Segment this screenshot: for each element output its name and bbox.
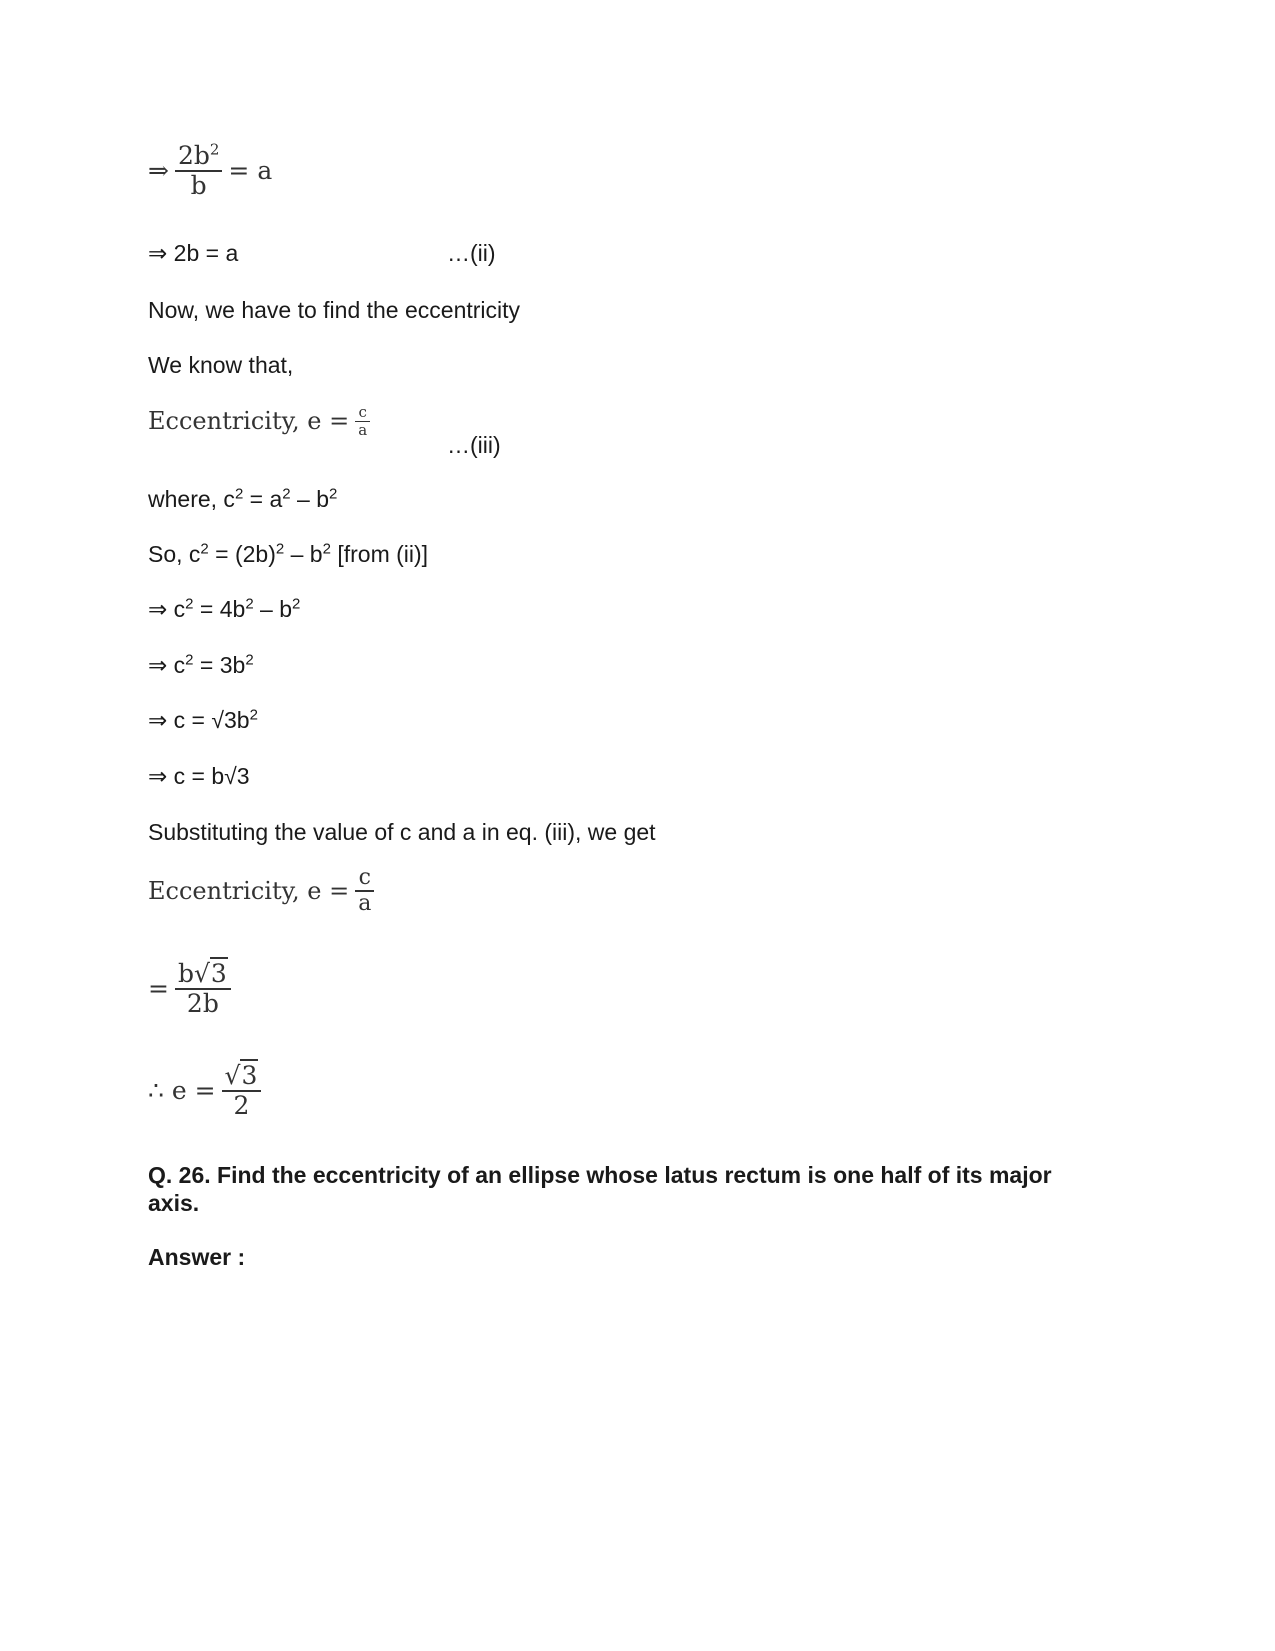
equation-c-sqrt-3b2: ⇒ $c = √3b^2$ bbox=[148, 706, 258, 733]
answer-label: Answer : bbox=[148, 1244, 246, 1270]
fraction bbox=[222, 1062, 262, 1119]
equation-c-squared-def: where, $c^2 = a^2 - b^2$ bbox=[148, 485, 338, 512]
sqrt-symbol: √3 bbox=[193, 959, 227, 988]
question-26: Q. 26. Find the eccentricity of an ellipse whose latus rectum is one half of its major axis. bbox=[148, 1162, 1052, 1216]
numerator bbox=[222, 1062, 262, 1090]
equation-c2-4b2-minus-b2: ⇒ $c^2 = 4b^2 - b^2$ bbox=[148, 595, 301, 622]
equation-c2-3b2: ⇒ $c^2 = 3b^2$ bbox=[148, 651, 254, 678]
text-substituting: Substituting the value of c and a in eq. (iii), we get bbox=[148, 819, 656, 845]
rhs: = a bbox=[228, 156, 273, 185]
numerator: $2b^2$ bbox=[177, 140, 220, 170]
denominator: a bbox=[358, 891, 372, 917]
numerator: c bbox=[358, 865, 371, 890]
implies-symbol: ⇒ bbox=[148, 156, 169, 185]
denominator: 2b bbox=[186, 988, 219, 1018]
equation-ref-ii: …(ii) bbox=[447, 240, 496, 266]
denominator: 2 bbox=[233, 1090, 250, 1120]
text-we-know-that: We know that, bbox=[148, 352, 294, 378]
equation-eccentricity-definition bbox=[148, 404, 376, 438]
sqrt-symbol: √3 bbox=[224, 1061, 258, 1090]
denominator: b bbox=[190, 170, 207, 200]
numerator: c bbox=[358, 403, 367, 421]
equation-ref-iii: …(iii) bbox=[447, 432, 501, 458]
equation-2b2-over-b bbox=[148, 142, 272, 199]
denominator: a bbox=[358, 420, 368, 439]
equation-eccentricity-substitute bbox=[148, 866, 380, 916]
equation-substitute-ii: So, $c^2 = (2b)^2 - b^2$ [from (ii)] bbox=[148, 540, 429, 567]
fraction bbox=[175, 960, 231, 1017]
text-find-eccentricity: Now, we have to find the eccentricity bbox=[148, 297, 521, 323]
numerator: b√3 bbox=[177, 959, 227, 988]
therefore-lhs: ∴ e = bbox=[148, 1076, 216, 1105]
equation-2b-equals-a: ⇒ 2b = a bbox=[148, 240, 239, 266]
eccentricity-lhs: Eccentricity, e = bbox=[148, 407, 350, 435]
equation-c-b-sqrt3: ⇒ c = b√3 bbox=[148, 763, 250, 789]
fraction bbox=[175, 142, 222, 199]
fraction bbox=[355, 404, 370, 438]
equation-final-eccentricity bbox=[148, 1062, 267, 1119]
fraction bbox=[355, 866, 374, 916]
equals-sign: = bbox=[148, 974, 169, 1003]
equation-b-sqrt3-over-2b bbox=[148, 960, 237, 1017]
eccentricity-lhs: Eccentricity, e = bbox=[148, 877, 350, 906]
